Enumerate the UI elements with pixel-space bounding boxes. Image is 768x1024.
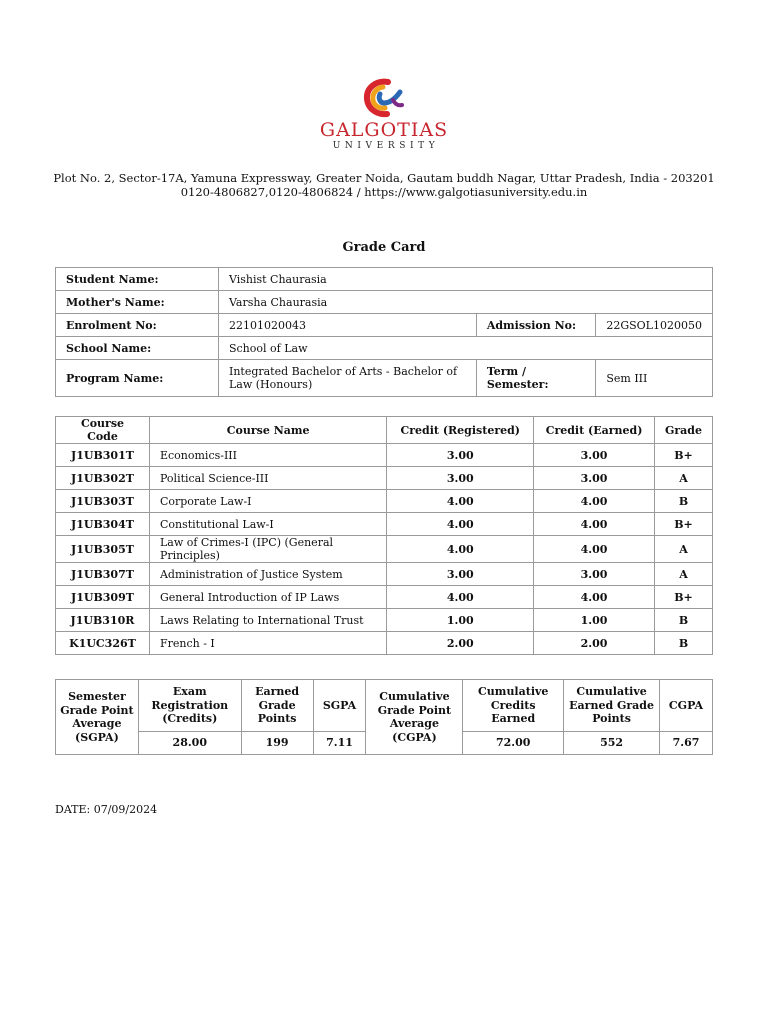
credit-registered: 4.00 (387, 586, 534, 609)
course-code: J1UB302T (56, 467, 150, 490)
course-table (55, 416, 713, 655)
cgpa-average-label: Cumulative Grade Point Average (CGPA) (366, 680, 463, 755)
credit-earned: 4.00 (534, 536, 655, 563)
credit-registered: 1.00 (387, 609, 534, 632)
course-grade: B+ (654, 444, 712, 467)
credit-earned: 3.00 (534, 444, 655, 467)
sgpa-average-label: Semester Grade Point Average (SGPA) (56, 680, 139, 755)
course-code: J1UB305T (56, 536, 150, 563)
credit-earned: 2.00 (534, 632, 655, 655)
course-code: J1UB304T (56, 513, 150, 536)
issue-date: DATE: 07/09/2024 (55, 803, 158, 816)
mother-name-value: Varsha Chaurasia (218, 291, 712, 314)
sgpa-value: 7.11 (313, 731, 366, 754)
earned-grade-points-label: Earned Grade Points (241, 680, 313, 732)
cgpa-value: 7.67 (660, 731, 713, 754)
col-credit-earned: Credit (Earned) (534, 417, 655, 444)
term-value: Sem III (596, 360, 713, 397)
address-line-2: 0120-4806827,0120-4806824 / https://www.galgotiasuniversity.edu.in (180, 185, 588, 199)
credit-registered: 4.00 (387, 513, 534, 536)
cgpa-label: CGPA (660, 680, 713, 732)
credit-registered: 2.00 (387, 632, 534, 655)
student-name-label: Student Name: (56, 268, 219, 291)
credit-earned: 3.00 (534, 467, 655, 490)
table-row (56, 536, 713, 563)
student-info-table (55, 267, 713, 397)
table-row (56, 314, 713, 337)
cumulative-grade-points-label: Cumulative Earned Grade Points (564, 680, 660, 732)
summary-header-row (56, 680, 713, 732)
table-row (56, 337, 713, 360)
term-label: Term / Semester: (476, 360, 596, 397)
course-name: Constitutional Law-I (149, 513, 386, 536)
course-name: Administration of Justice System (149, 563, 386, 586)
galgotias-logo-icon (362, 78, 406, 118)
credit-earned: 4.00 (534, 490, 655, 513)
course-grade: A (654, 536, 712, 563)
cumulative-credits-label: Cumulative Credits Earned (463, 680, 564, 732)
table-row (56, 609, 713, 632)
school-label: School Name: (56, 337, 219, 360)
course-code: J1UB303T (56, 490, 150, 513)
course-name: Corporate Law-I (149, 490, 386, 513)
sgpa-label: SGPA (313, 680, 366, 732)
university-subtitle: UNIVERSITY (332, 141, 440, 151)
course-grade: B (654, 632, 712, 655)
credit-earned: 4.00 (534, 513, 655, 536)
credit-registered: 3.00 (387, 563, 534, 586)
page-title: Grade Card (342, 240, 426, 255)
table-row (56, 291, 713, 314)
table-row (56, 467, 713, 490)
credit-earned: 4.00 (534, 586, 655, 609)
earned-grade-points-value: 199 (241, 731, 313, 754)
cumulative-grade-points-value: 552 (564, 731, 660, 754)
student-name-value: Vishist Chaurasia (218, 268, 712, 291)
table-row (56, 268, 713, 291)
course-grade: B (654, 490, 712, 513)
cumulative-credits-value: 72.00 (463, 731, 564, 754)
course-grade: B (654, 609, 712, 632)
course-code: K1UC326T (56, 632, 150, 655)
table-row (56, 563, 713, 586)
table-row (56, 513, 713, 536)
course-name: Laws Relating to International Trust (149, 609, 386, 632)
course-grade: B+ (654, 586, 712, 609)
program-value: Integrated Bachelor of Arts - Bachelor of Law (Honours) (218, 360, 476, 397)
summary-table (55, 679, 713, 755)
credit-registered: 4.00 (387, 490, 534, 513)
col-course-code: Course Code (56, 417, 150, 444)
university-name: GALGOTIAS (319, 119, 449, 141)
course-grade: B+ (654, 513, 712, 536)
table-row (56, 360, 713, 397)
col-grade: Grade (654, 417, 712, 444)
mother-name-label: Mother's Name: (56, 291, 219, 314)
course-code: J1UB301T (56, 444, 150, 467)
course-grade: A (654, 467, 712, 490)
col-credit-registered: Credit (Registered) (387, 417, 534, 444)
course-name: Economics-III (149, 444, 386, 467)
col-course-name: Course Name (149, 417, 386, 444)
university-header (0, 78, 768, 152)
course-header-row (56, 417, 713, 444)
credit-registered: 3.00 (387, 444, 534, 467)
course-name: French - I (149, 632, 386, 655)
table-row (56, 632, 713, 655)
exam-registration-value: 28.00 (138, 731, 241, 754)
program-label: Program Name: (56, 360, 219, 397)
credit-earned: 3.00 (534, 563, 655, 586)
course-name: Political Science-III (149, 467, 386, 490)
exam-registration-label: Exam Registration (Credits) (138, 680, 241, 732)
course-code: J1UB309T (56, 586, 150, 609)
enrolment-value: 22101020043 (218, 314, 476, 337)
table-row (56, 490, 713, 513)
course-code: J1UB307T (56, 563, 150, 586)
admission-value: 22GSOL1020050 (596, 314, 713, 337)
address-line-1: Plot No. 2, Sector-17A, Yamuna Expressway, Greater Noida, Gautam buddh Nagar, Uttar Pradesh, India - 203201 (53, 171, 715, 185)
table-row (56, 444, 713, 467)
admission-label: Admission No: (476, 314, 596, 337)
table-row (56, 586, 713, 609)
course-grade: A (654, 563, 712, 586)
enrolment-label: Enrolment No: (56, 314, 219, 337)
credit-registered: 3.00 (387, 467, 534, 490)
course-code: J1UB310R (56, 609, 150, 632)
credit-registered: 4.00 (387, 536, 534, 563)
school-value: School of Law (218, 337, 712, 360)
credit-earned: 1.00 (534, 609, 655, 632)
university-address (0, 171, 768, 199)
course-name: General Introduction of IP Laws (149, 586, 386, 609)
course-name: Law of Crimes-I (IPC) (General Principles) (149, 536, 386, 563)
